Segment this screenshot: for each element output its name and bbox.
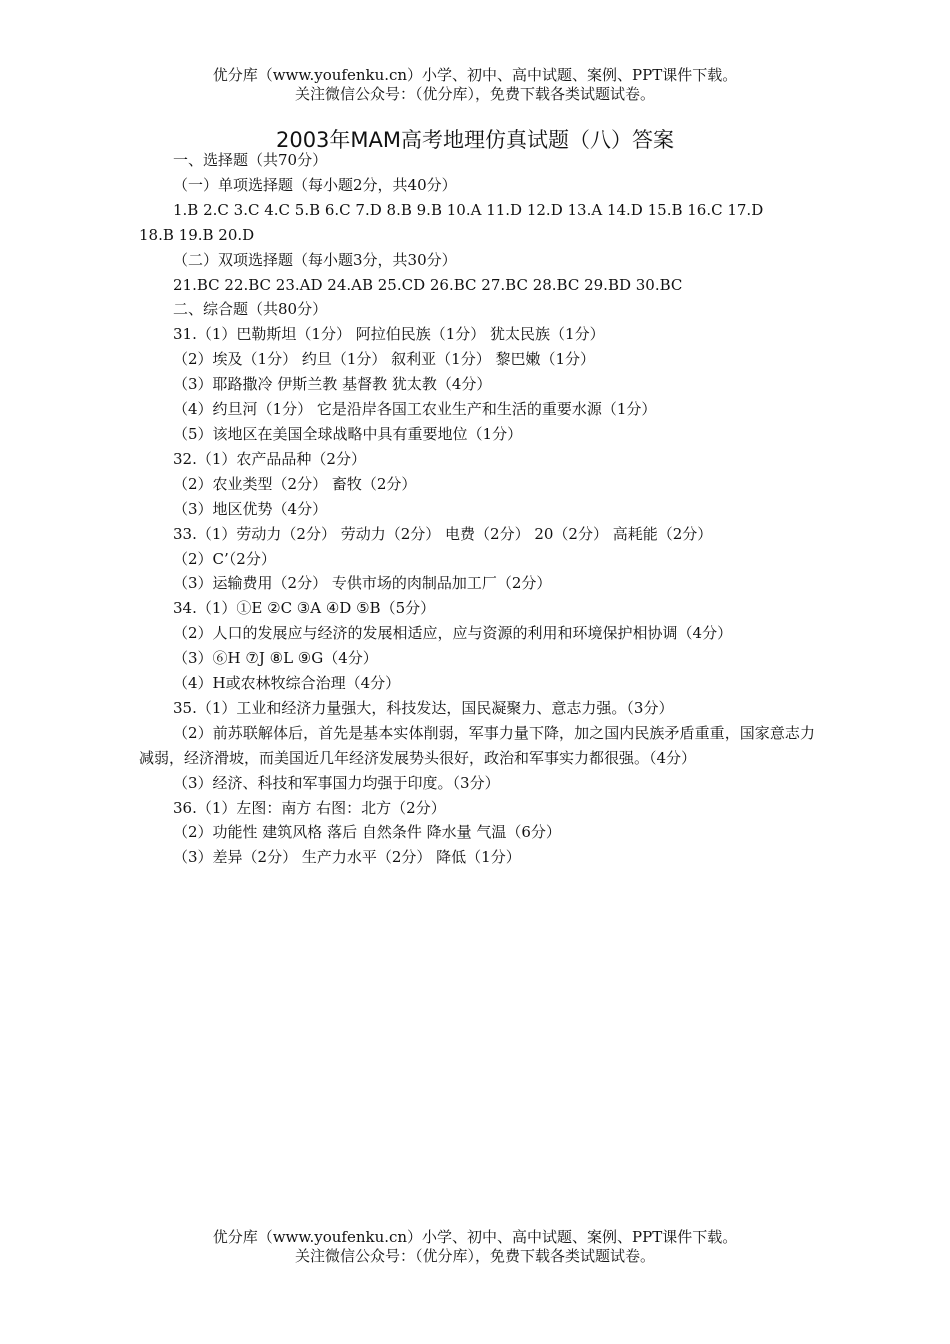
answer-body <box>139 148 815 870</box>
answer-36-2: （2）功能性 建筑风格 落后 自然条件 降水量 气温（6分） <box>173 823 561 842</box>
subsection-single-choice: （一）单项选择题（每小题2分，共40分） <box>173 175 457 194</box>
answer-36-1: 36.（1）左图：南方 右图：北方（2分） <box>173 798 446 817</box>
answer-34-1: 34.（1）①E ②C ③A ④D ⑤B（5分） <box>173 599 436 618</box>
double-choice-answers: 21.BC 22.BC 23.AD 24.AB 25.CD 26.BC 27.BC 28.BC 29.BD 30.BC <box>173 275 683 294</box>
subsection-double-choice: （二）双项选择题（每小题3分，共30分） <box>173 250 457 269</box>
section-heading-comprehensive: 二、综合题（共80分） <box>173 300 328 319</box>
answer-31-1: 31.（1）巴勒斯坦（1分） 阿拉伯民族（1分） 犹太民族（1分） <box>173 325 605 344</box>
answer-33-2: （2）C’（2分） <box>173 549 276 568</box>
header-line-1: 优分库（www.youfenku.cn）小学、初中、高中试题、案例、PPT课件下载。 <box>212 66 738 84</box>
answer-31-5: （5）该地区在美国全球战略中具有重要地位（1分） <box>173 424 523 443</box>
answer-32-2: （2）农业类型（2分） 畜牧（2分） <box>173 474 417 493</box>
answer-33-1: 33.（1）劳动力（2分） 劳动力（2分） 电费（2分） 20（2分） 高耗能（2分） <box>173 524 713 543</box>
answer-34-3: （3）⑥H ⑦J ⑧L ⑨G（4分） <box>173 649 378 668</box>
footer-line-1: 优分库（www.youfenku.cn）小学、初中、高中试题、案例、PPT课件下载。 <box>212 1228 738 1246</box>
answer-34-2: （2）人口的发展应与经济的发展相适应，应与资源的利用和环境保护相协调（4分） <box>173 624 733 643</box>
answer-35-3: （3）经济、科技和军事国力均强于印度。（3分） <box>173 773 500 792</box>
page-header <box>0 66 950 104</box>
answer-35-1: 35.（1）工业和经济力量强大，科技发达，国民凝聚力、意志力强。（3分） <box>173 698 674 717</box>
answer-33-3: （3）运输费用（2分） 专供市场的肉制品加工厂（2分） <box>173 574 552 593</box>
answer-34-4: （4）H或农林牧综合治理（4分） <box>173 674 401 693</box>
answer-36-3: （3）差异（2分） 生产力水平（2分） 降低（1分） <box>173 848 521 867</box>
footer-line-2: 关注微信公众号：（优分库），免费下载各类试题试卷。 <box>294 1247 655 1265</box>
answer-31-4: （4）约旦河（1分） 它是沿岸各国工农业生产和生活的重要水源（1分） <box>173 400 657 419</box>
section-heading-choice: 一、选择题（共70分） <box>173 151 328 169</box>
answer-31-3: （3）耶路撒冷 伊斯兰教 基督教 犹太教（4分） <box>173 375 492 394</box>
answer-32-3: （3）地区优势（4分） <box>173 499 328 518</box>
answer-31-2: （2）埃及（1分） 约旦（1分） 叙利亚（1分） 黎巴嫩（1分） <box>173 350 596 369</box>
single-choice-answers-1: 1.B 2.C 3.C 4.C 5.B 6.C 7.D 8.B 9.B 10.A 11.D 12.D 13.A 14.D 15.B 16.C 17.D <box>173 200 764 219</box>
answer-35-2: （2）前苏联解体后，首先是基本实体削弱，军事力量下降，加之国内民族矛盾重重，国家意志力减弱，经济滑坡，而美国近几年经济发展势头很好，政治和军事实力都很强。（4分） <box>139 723 815 767</box>
document-title: 2003年MAM高考地理仿真试题（八）答案 <box>275 128 675 152</box>
single-choice-answers-2: 18.B 19.B 20.D <box>139 225 255 244</box>
answer-32-1: 32.（1）农产品品种（2分） <box>173 449 366 468</box>
page-footer <box>0 1228 950 1266</box>
header-line-2: 关注微信公众号：（优分库），免费下载各类试题试卷。 <box>294 85 655 103</box>
